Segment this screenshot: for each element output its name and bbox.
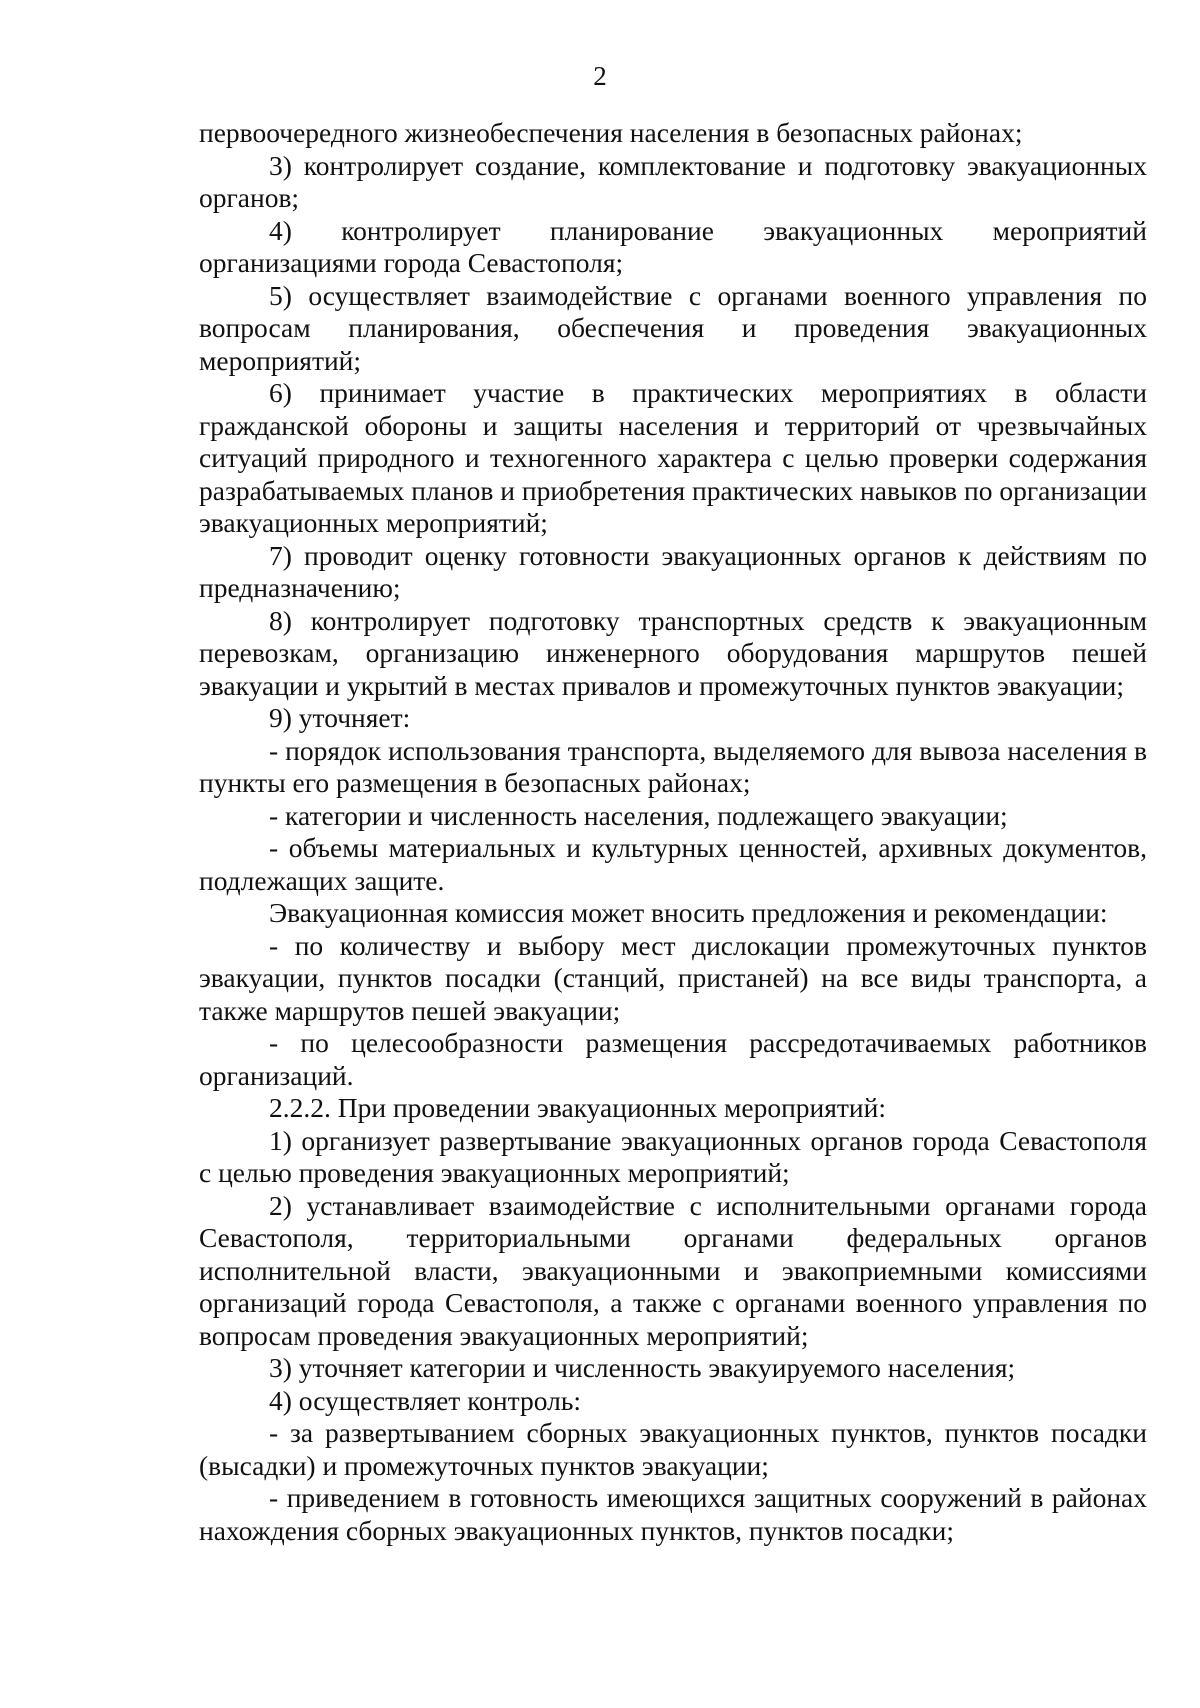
paragraph: 4) осуществляет контроль:	[269, 1384, 582, 1416]
paragraph: Эвакуационная комиссия может вносить предложения и рекомендации:	[269, 897, 1108, 928]
section-heading: 2.2.2. При проведении эвакуационных мероприятий:	[269, 1092, 887, 1123]
paragraph: 4) контролирует планирование эвакуационных мероприятий организациями города Севастополя;	[199, 214, 1147, 278]
list-item: - по целесообразности размещения рассредотачиваемых работников организаций.	[199, 1027, 1147, 1091]
list-item: - порядок использования транспорта, выделяемого для вывоза населения в пункты его размещения в безопасных районах;	[199, 734, 1147, 798]
paragraph: 9) уточняет:	[269, 702, 411, 733]
paragraph: первоочередного жизнеобеспечения населения в безопасных районах;	[199, 117, 1023, 148]
list-item: - приведением в готовность имеющихся защитных сооружений в районах нахождения сборных эвакуационных пунктов, пунктов посадки;	[199, 1482, 1147, 1546]
list-item: - категории и численность населения, подлежащего эвакуации;	[269, 799, 1008, 831]
paragraph: 5) осуществляет взаимодействие с органами военного управления по вопросам планирования, обеспечения и проведения эвакуационных мероприятий;	[199, 279, 1147, 376]
list-item: - по количеству и выбору мест дислокации промежуточных пунктов эвакуации, пунктов посадки (станций, пристаней) на все виды транспорта, а также маршрутов пешей эвакуации;	[199, 929, 1147, 1026]
paragraph: 3) уточняет категории и численность эвакуируемого населения;	[269, 1352, 1016, 1383]
paragraph: 8) контролирует подготовку транспортных средств к эвакуационным перевозкам, организацию инженерного оборудования маршрутов пешей эвакуации и укрытий в местах привалов и промежуточных пунктов эвакуации;	[199, 604, 1147, 701]
document-body	[199, 117, 1147, 1547]
paragraph: 6) принимает участие в практических мероприятиях в области гражданской обороны и защиты населения и территорий от чрезвычайных ситуаций природного и техногенного характера с целью проверки содержания разрабатываемых планов и приобретения практических навыков по организации эвакуационных мероприятий;	[199, 377, 1147, 538]
paragraph: 1) организует развертывание эвакуационных органов города Севастополя с целью проведения эвакуационных мероприятий;	[199, 1124, 1147, 1188]
page-number: 2	[593, 61, 607, 91]
list-item: - за развертыванием сборных эвакуационных пунктов, пунктов посадки (высадки) и промежуточных пунктов эвакуации;	[199, 1417, 1147, 1481]
list-item: - объемы материальных и культурных ценностей, архивных документов, подлежащих защите.	[199, 832, 1147, 896]
paragraph: 3) контролирует создание, комплектование и подготовку эвакуационных органов;	[199, 149, 1147, 213]
paragraph: 2) устанавливает взаимодействие с исполнительными органами города Севастополя, территориальными органами федеральных органов исполнительной власти, эвакуационными и эвакоприемными комиссиями организаций города Севастополя, а также с органами военного управления по вопросам проведения эвакуационных мероприятий;	[199, 1189, 1147, 1351]
paragraph: 7) проводит оценку готовности эвакуационных органов к действиям по предназначению;	[199, 539, 1147, 603]
